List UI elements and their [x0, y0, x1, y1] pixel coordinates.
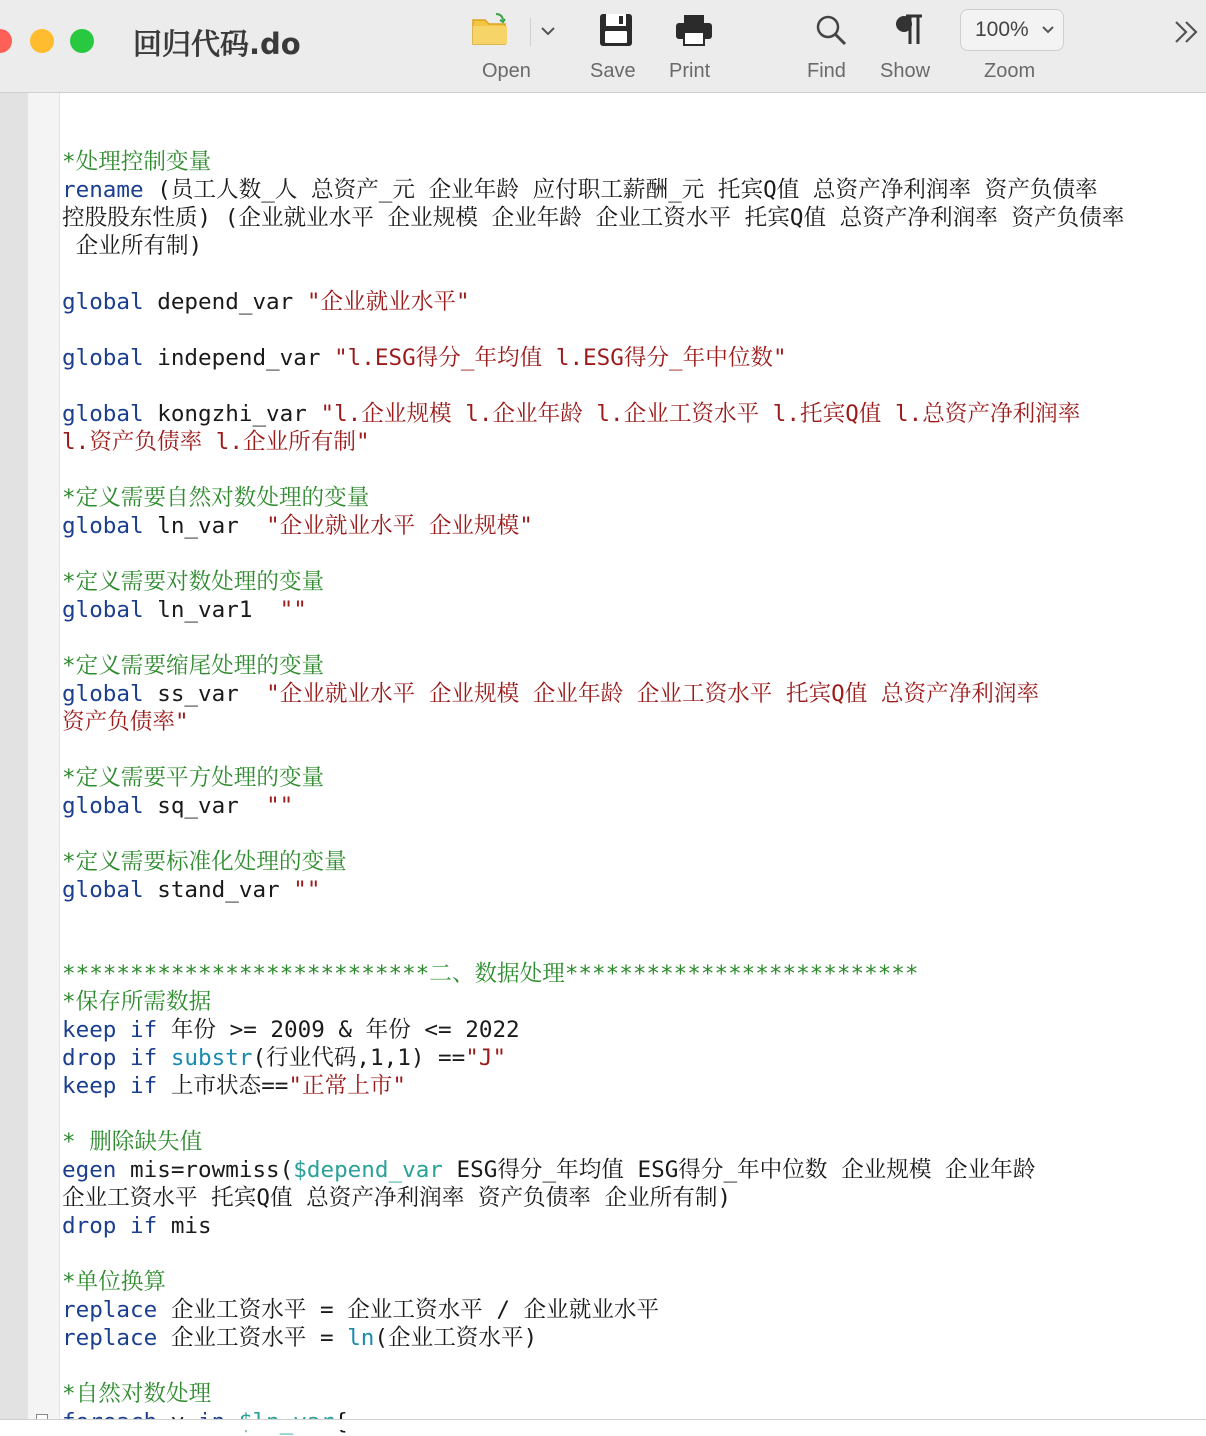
code-line[interactable]: [62, 596, 1202, 624]
open-label: Open: [482, 60, 531, 82]
code-token: "企业就业水平 企业规模 企业年龄 企业工资水平 托宾Q值 总资产净利润率: [266, 681, 1040, 707]
code-token: (行业代码,1,1) ==: [252, 1045, 466, 1071]
save-icon: [598, 12, 634, 52]
code-token: *自然对数处理: [62, 1381, 212, 1407]
code-token: (员工人数_人 总资产_元 企业年龄 应付职工薪酬_元 托宾Q值 总资产净利润率 资产负债率: [143, 177, 1098, 203]
code-line[interactable]: [62, 204, 1202, 232]
code-line[interactable]: [62, 1212, 1202, 1240]
code-token: global: [62, 345, 144, 371]
close-window-button[interactable]: [0, 29, 12, 53]
zoom-chevron-down-icon: [1041, 24, 1055, 36]
code-line[interactable]: [62, 988, 1202, 1016]
code-line[interactable]: [62, 428, 1202, 456]
code-token: global: [62, 597, 144, 623]
code-line[interactable]: [62, 1296, 1202, 1324]
code-line[interactable]: [62, 232, 1202, 260]
code-line[interactable]: [62, 148, 1202, 176]
code-line[interactable]: [62, 680, 1202, 708]
save-button[interactable]: [590, 0, 650, 93]
document-title: 回归代码.do: [133, 27, 301, 61]
code-line[interactable]: [62, 904, 1202, 932]
code-line[interactable]: [62, 792, 1202, 820]
code-token: global: [62, 877, 144, 903]
code-token: rename: [62, 177, 144, 203]
toolbar-overflow-button[interactable]: [1170, 0, 1204, 93]
code-line[interactable]: [62, 288, 1202, 316]
code-line[interactable]: [62, 1156, 1202, 1184]
code-line[interactable]: [62, 512, 1202, 540]
show-label: Show: [880, 60, 931, 82]
code-line[interactable]: [62, 372, 1202, 400]
minimize-window-button[interactable]: [30, 29, 54, 53]
code-token: "l.企业规模 l.企业年龄 l.企业工资水平 l.托宾Q值 l.总资产净利润率: [320, 401, 1081, 427]
code-token: egen: [62, 1157, 117, 1183]
code-token: ln_var1: [143, 597, 280, 623]
code-line[interactable]: [62, 568, 1202, 596]
code-line[interactable]: [62, 400, 1202, 428]
code-token: sq_var: [143, 793, 267, 819]
print-button[interactable]: [668, 0, 728, 93]
code-line[interactable]: [62, 736, 1202, 764]
code-token: *保存所需数据: [62, 989, 212, 1015]
code-line[interactable]: [62, 1240, 1202, 1268]
status-bar: [0, 1419, 1206, 1430]
code-token: mis=rowmiss(: [116, 1157, 294, 1183]
code-line[interactable]: [62, 624, 1202, 652]
code-token: 年份 >= 2009 & 年份 <= 2022: [157, 1017, 520, 1043]
fold-gutter: [28, 93, 60, 1430]
code-token: replace: [62, 1325, 158, 1351]
code-editor[interactable]: [62, 148, 1202, 1418]
code-token: 企业工资水平 = 企业工资水平 / 企业就业水平: [157, 1297, 660, 1323]
save-label: Save: [590, 60, 636, 82]
code-token: "": [293, 877, 321, 903]
code-token: stand_var: [143, 877, 294, 903]
code-token: (企业工资水平): [374, 1325, 538, 1351]
code-line[interactable]: [62, 260, 1202, 288]
code-line[interactable]: [62, 960, 1202, 988]
code-token: ln_var: [143, 513, 267, 539]
code-line[interactable]: [62, 1184, 1202, 1212]
code-token: ESG得分_年均值 ESG得分_年中位数 企业规模 企业年龄: [442, 1157, 1036, 1183]
code-line[interactable]: [62, 820, 1202, 848]
code-token: global: [62, 513, 144, 539]
code-token: global: [62, 681, 144, 707]
code-line[interactable]: [62, 1128, 1202, 1156]
zoom-label: Zoom: [984, 60, 1036, 82]
code-line[interactable]: [62, 876, 1202, 904]
code-token: 资产负债率": [62, 709, 189, 735]
code-token: *定义需要对数处理的变量: [62, 569, 325, 595]
code-token: global: [62, 401, 144, 427]
code-token: *定义需要标准化处理的变量: [62, 849, 347, 875]
code-line[interactable]: [62, 1324, 1202, 1352]
code-token: ln: [347, 1325, 375, 1351]
zoom-value: 100%: [975, 18, 1029, 41]
show-button[interactable]: [878, 0, 942, 93]
code-token: depend_var: [143, 289, 307, 315]
code-line[interactable]: [62, 316, 1202, 344]
code-token: 上市状态==: [157, 1073, 289, 1099]
code-token: keep if: [62, 1017, 158, 1043]
code-token: * 删除缺失值: [62, 1129, 203, 1155]
code-token: [157, 1045, 171, 1071]
code-token: *定义需要自然对数处理的变量: [62, 485, 370, 511]
search-icon: [813, 12, 849, 52]
window-titlebar: [0, 0, 1206, 93]
code-line[interactable]: [62, 764, 1202, 792]
folder-icon: [470, 12, 510, 52]
chevron-down-icon: [540, 22, 556, 41]
code-line[interactable]: [62, 176, 1202, 204]
code-line[interactable]: [62, 932, 1202, 960]
code-token: *定义需要平方处理的变量: [62, 765, 325, 791]
code-line[interactable]: [62, 344, 1202, 372]
code-token: "l.ESG得分_年均值 l.ESG得分_年中位数": [334, 345, 787, 371]
code-line[interactable]: [62, 1268, 1202, 1296]
zoom-window-button[interactable]: [70, 29, 94, 53]
code-token: "J": [465, 1045, 507, 1071]
code-token: 企业所有制): [62, 233, 203, 259]
code-token: kongzhi_var: [143, 401, 321, 427]
code-token: independ_var: [143, 345, 335, 371]
code-line[interactable]: [62, 456, 1202, 484]
code-token: "": [279, 597, 307, 623]
code-line[interactable]: [62, 652, 1202, 680]
code-line[interactable]: [62, 1072, 1202, 1100]
code-token: drop if: [62, 1213, 158, 1239]
code-token: *处理控制变量: [62, 149, 212, 175]
code-token: ss_var: [143, 681, 267, 707]
code-token: keep if: [62, 1073, 158, 1099]
overflow-chevrons-icon: [1172, 18, 1202, 50]
pilcrow-icon: [892, 12, 926, 52]
code-token: "企业就业水平": [306, 289, 470, 315]
code-line[interactable]: [62, 540, 1202, 568]
zoom-select[interactable]: [960, 9, 1064, 51]
code-token: mis: [157, 1213, 212, 1239]
print-label: Print: [669, 60, 711, 82]
code-line[interactable]: [62, 1352, 1202, 1380]
code-token: drop if: [62, 1045, 158, 1071]
code-token: global: [62, 289, 144, 315]
code-token: "企业就业水平 企业规模": [266, 513, 533, 539]
code-token: "正常上市": [288, 1073, 406, 1099]
line-number-gutter: [0, 93, 28, 1430]
code-token: 控股股东性质) (企业就业水平 企业规模 企业年龄 企业工资水平 托宾Q值 总资产净利润率 资产负债率: [62, 205, 1125, 231]
code-line[interactable]: [62, 1044, 1202, 1072]
code-line[interactable]: [62, 708, 1202, 736]
code-token: replace: [62, 1297, 158, 1323]
code-line[interactable]: [62, 1016, 1202, 1044]
code-token: global: [62, 793, 144, 819]
code-token: *定义需要缩尾处理的变量: [62, 653, 325, 679]
code-token: $depend_var: [293, 1157, 443, 1183]
find-label: Find: [807, 60, 846, 82]
print-icon: [674, 12, 714, 52]
find-button[interactable]: [805, 0, 857, 93]
code-line[interactable]: [62, 848, 1202, 876]
code-token: 企业工资水平 托宾Q值 总资产净利润率 资产负债率 企业所有制): [62, 1185, 732, 1211]
code-line[interactable]: [62, 1100, 1202, 1128]
open-recent-dropdown[interactable]: [530, 0, 560, 93]
code-token: *单位换算: [62, 1269, 166, 1295]
code-token: "": [266, 793, 294, 819]
code-line[interactable]: [62, 484, 1202, 512]
code-token: l.资产负债率 l.企业所有制": [62, 429, 370, 455]
code-line[interactable]: [62, 1380, 1202, 1408]
code-token: ***************************二、数据处理**************************: [62, 961, 919, 987]
code-token: substr: [170, 1045, 253, 1071]
code-token: 企业工资水平 =: [157, 1325, 348, 1351]
